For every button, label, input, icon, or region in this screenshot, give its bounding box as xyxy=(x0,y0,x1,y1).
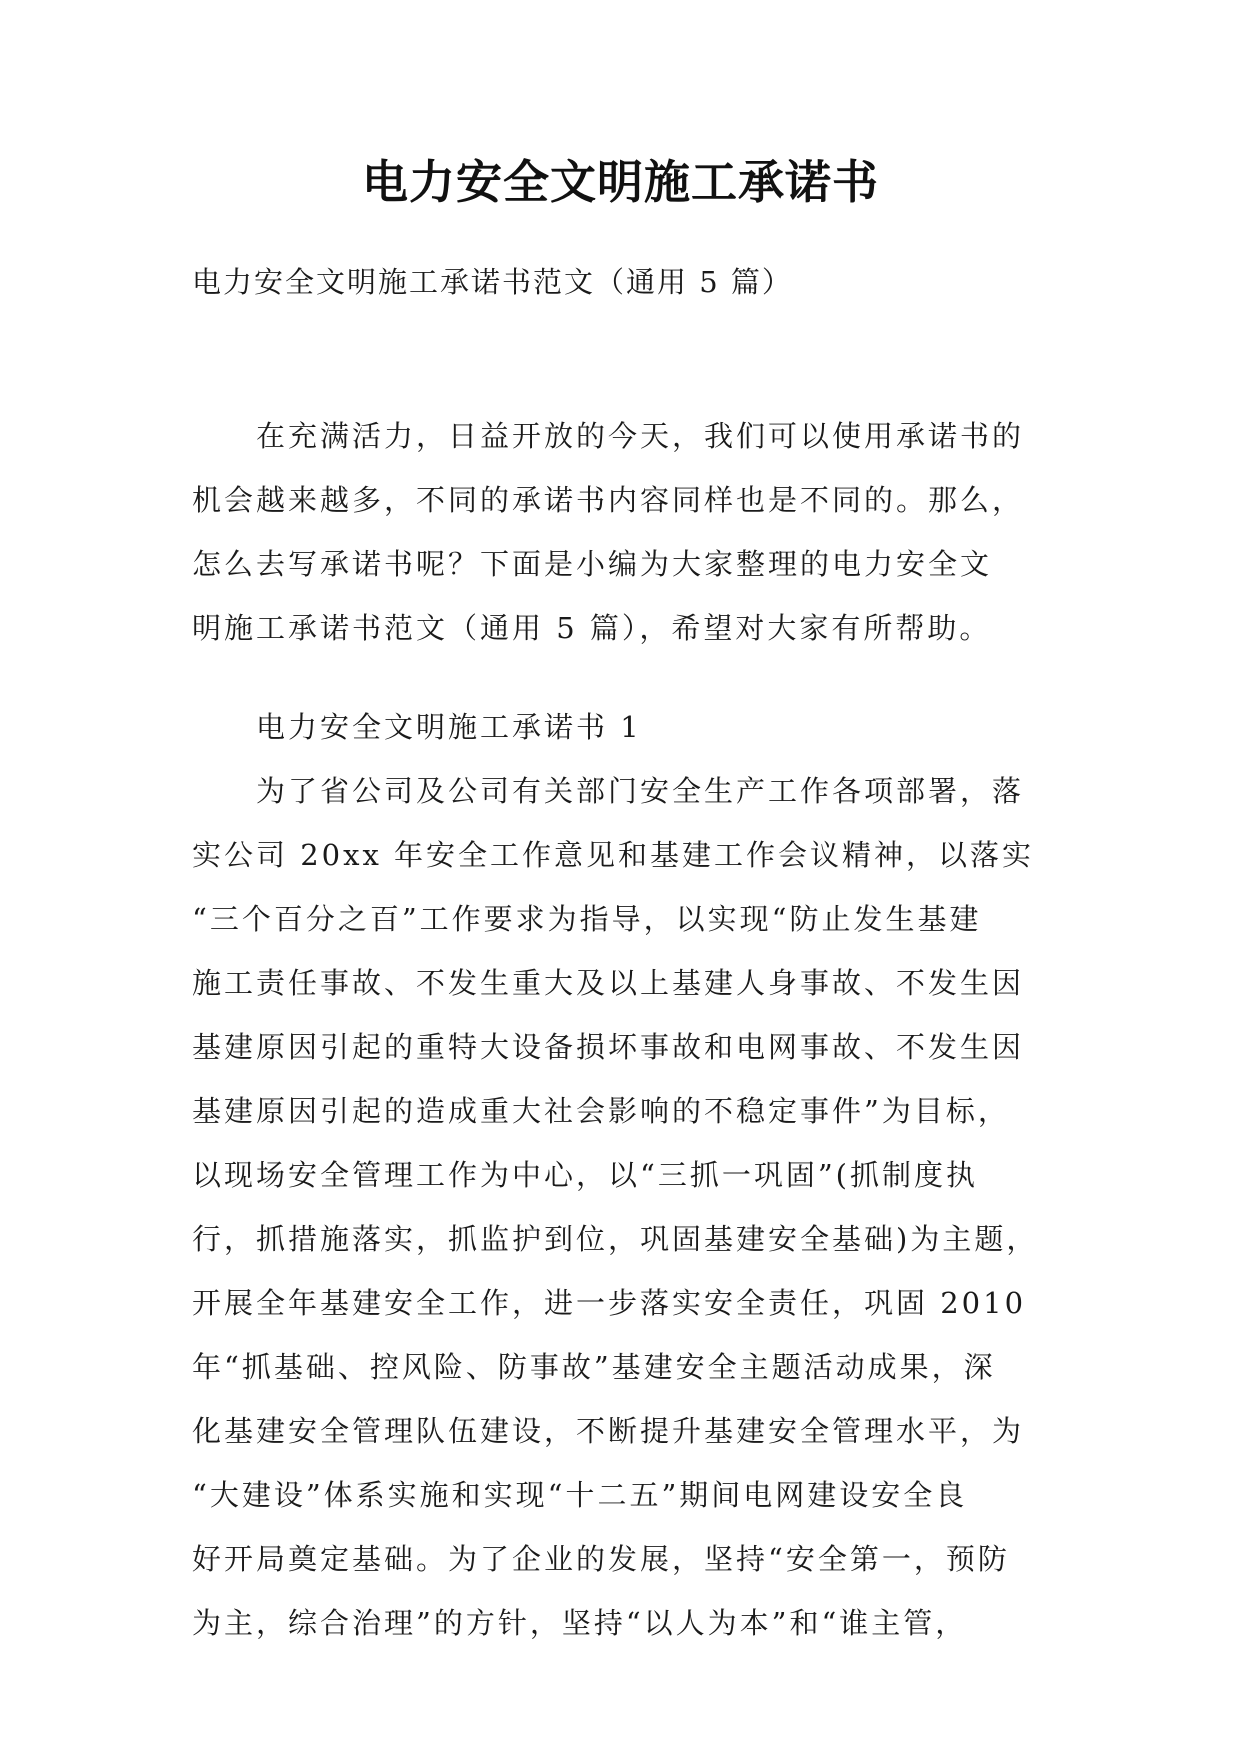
section-1 xyxy=(192,695,1072,1655)
paragraph-line: 为主，综合治理”的方针，坚持“以人为本”和“谁主管， xyxy=(192,1606,968,1640)
intro-paragraph xyxy=(192,404,1072,660)
document-title: 电力安全文明施工承诺书 xyxy=(362,155,879,209)
paragraph-line: “三个百分之百”工作要求为指导，以实现“防止发生基建 xyxy=(192,902,982,936)
paragraph-line: 明施工承诺书范文（通用 5 篇），希望对大家有所帮助。 xyxy=(192,611,992,645)
paragraph-line: 年“抓基础、控风险、防事故”基建安全主题活动成果，深 xyxy=(192,1350,996,1384)
paragraph-line: 在充满活力，日益开放的今天，我们可以使用承诺书的 xyxy=(256,419,1025,453)
document-subtitle: 电力安全文明施工承诺书范文（通用 5 篇） xyxy=(192,265,793,299)
paragraph-line: 机会越来越多，不同的承诺书内容同样也是不同的。那么， xyxy=(192,483,1025,517)
paragraph-line: 为了省公司及公司有关部门安全生产工作各项部署，落 xyxy=(256,774,1025,808)
paragraph-line: 施工责任事故、不发生重大及以上基建人身事故、不发生因 xyxy=(192,966,1025,1000)
paragraph-line: 怎么去写承诺书呢？下面是小编为大家整理的电力安全文 xyxy=(192,547,993,581)
paragraph-line: 好开局奠定基础。为了企业的发展，坚持“安全第一，预防 xyxy=(192,1542,1010,1576)
paragraph-line: “大建设”体系实施和实现“十二五”期间电网建设安全良 xyxy=(192,1478,968,1512)
section-heading: 电力安全文明施工承诺书 1 xyxy=(256,710,642,744)
paragraph-line: 基建原因引起的重特大设备损坏事故和电网事故、不发生因 xyxy=(192,1030,1025,1064)
paragraph-line: 以现场安全管理工作为中心，以“三抓一巩固”(抓制度执 xyxy=(192,1158,978,1192)
paragraph-line: 行，抓措施落实，抓监护到位，巩固基建安全基础)为主题， xyxy=(192,1222,1039,1256)
paragraph-line: 基建原因引起的造成重大社会影响的不稳定事件”为目标， xyxy=(192,1094,1010,1128)
paragraph-line: 化基建安全管理队伍建设，不断提升基建安全管理水平，为 xyxy=(192,1414,1025,1448)
paragraph-line: 实公司 20xx 年安全工作意见和基建工作会议精神，以落实 xyxy=(192,838,1035,872)
paragraph-line: 开展全年基建安全工作，进一步落实安全责任，巩固 2010 xyxy=(192,1286,1027,1320)
